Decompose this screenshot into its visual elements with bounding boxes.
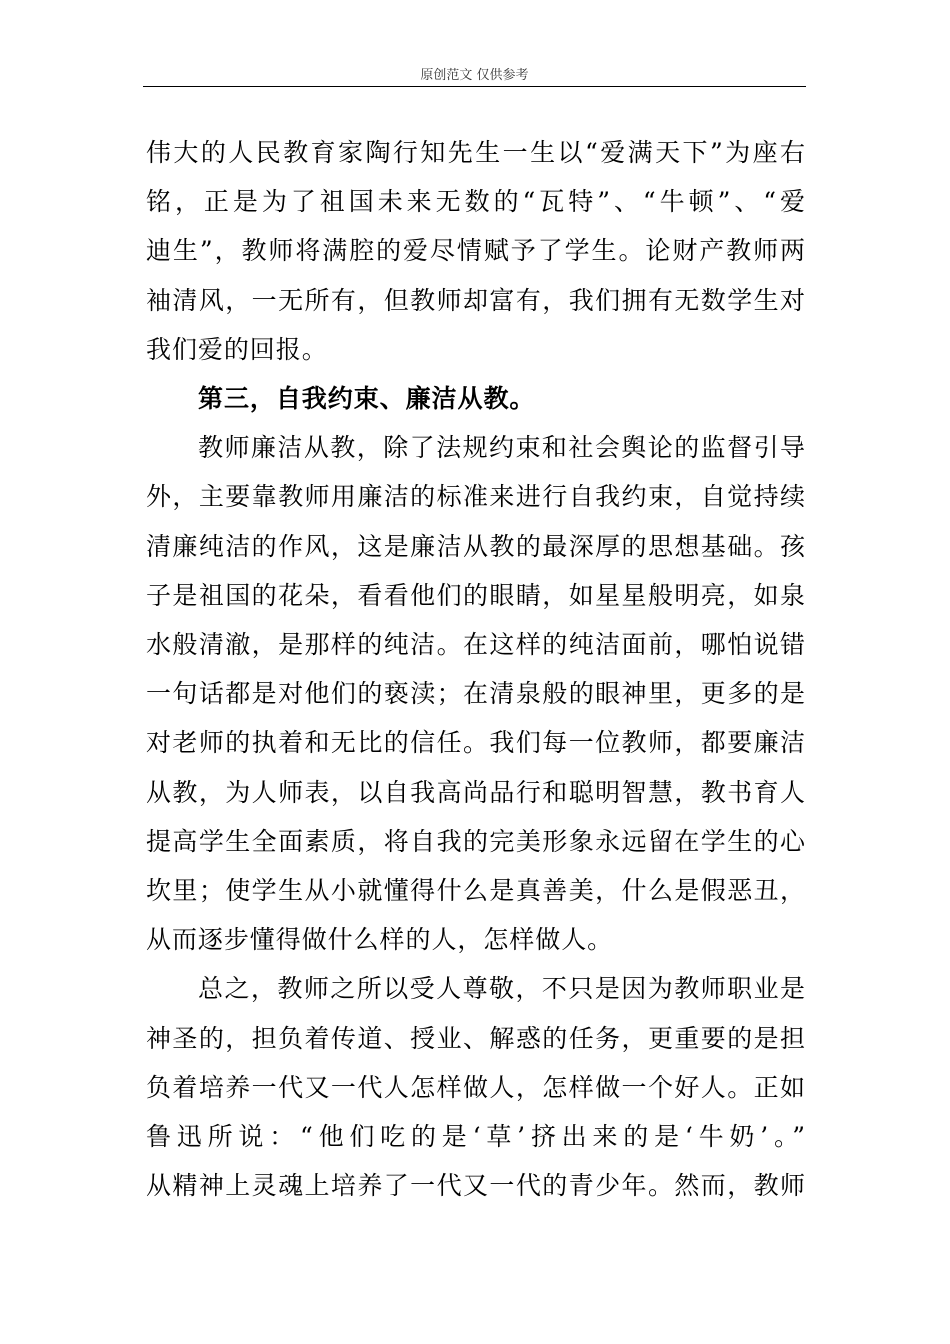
document-body: [146, 128, 806, 1210]
text-line: 神圣的，担负着传道、授业、解惑的任务，更重要的是担: [146, 1023, 806, 1053]
text-line: 一句话都是对他们的亵渎；在清泉般的眼神里，更多的是: [146, 679, 806, 709]
text-line: 袖清风，一无所有，但教师却富有，我们拥有无数学生对: [146, 285, 806, 315]
text-line: 从精神上灵魂上培养了一代又一代的青少年。然而，教师: [146, 1171, 806, 1201]
section-heading: 第三，自我约束、廉洁从教。: [198, 384, 536, 414]
text-line: 从教，为人师表，以自我高尚品行和聪明智慧，教书育人: [146, 777, 806, 807]
text-line: 总之，教师之所以受人尊敬，不只是因为教师职业是: [198, 974, 806, 1004]
text-line: 对老师的执着和无比的信任。我们每一位教师，都要廉洁: [146, 728, 806, 758]
text-line: 水般清澈，是那样的纯洁。在这样的纯洁面前，哪怕说错: [146, 630, 806, 660]
text-line: 鲁迅所说：“他们吃的是‘草’挤出来的是‘牛奶’。”: [146, 1122, 806, 1152]
text-line: 从而逐步懂得做什么样的人，怎样做人。: [146, 925, 614, 955]
header-divider: [143, 86, 806, 87]
page-header: 原创范文 仅供参考: [420, 68, 529, 83]
text-line: 我们爱的回报。: [146, 334, 328, 364]
text-line: 子是祖国的花朵，看看他们的眼睛，如星星般明亮，如泉: [146, 580, 806, 610]
text-line: 提高学生全面素质，将自我的完美形象永远留在学生的心: [146, 826, 806, 856]
text-line: 伟大的人民教育家陶行知先生一生以“爱满天下”为座右: [146, 138, 806, 167]
text-line: 迪生”，教师将满腔的爱尽情赋予了学生。论财产教师两: [146, 236, 806, 266]
text-line: 教师廉洁从教，除了法规约束和社会舆论的监督引导: [198, 433, 806, 463]
text-line: 坎里；使学生从小就懂得什么是真善美，什么是假恶丑，: [146, 876, 806, 906]
text-line: 铭，正是为了祖国未来无数的“瓦特”、“牛顿”、“爱: [146, 187, 806, 217]
text-line: 负着培养一代又一代人怎样做人，怎样做一个好人。正如: [146, 1072, 806, 1102]
text-line: 外，主要靠教师用廉洁的标准来进行自我约束，自觉持续: [146, 482, 806, 512]
text-line: 清廉纯洁的作风，这是廉洁从教的最深厚的思想基础。孩: [146, 531, 806, 561]
